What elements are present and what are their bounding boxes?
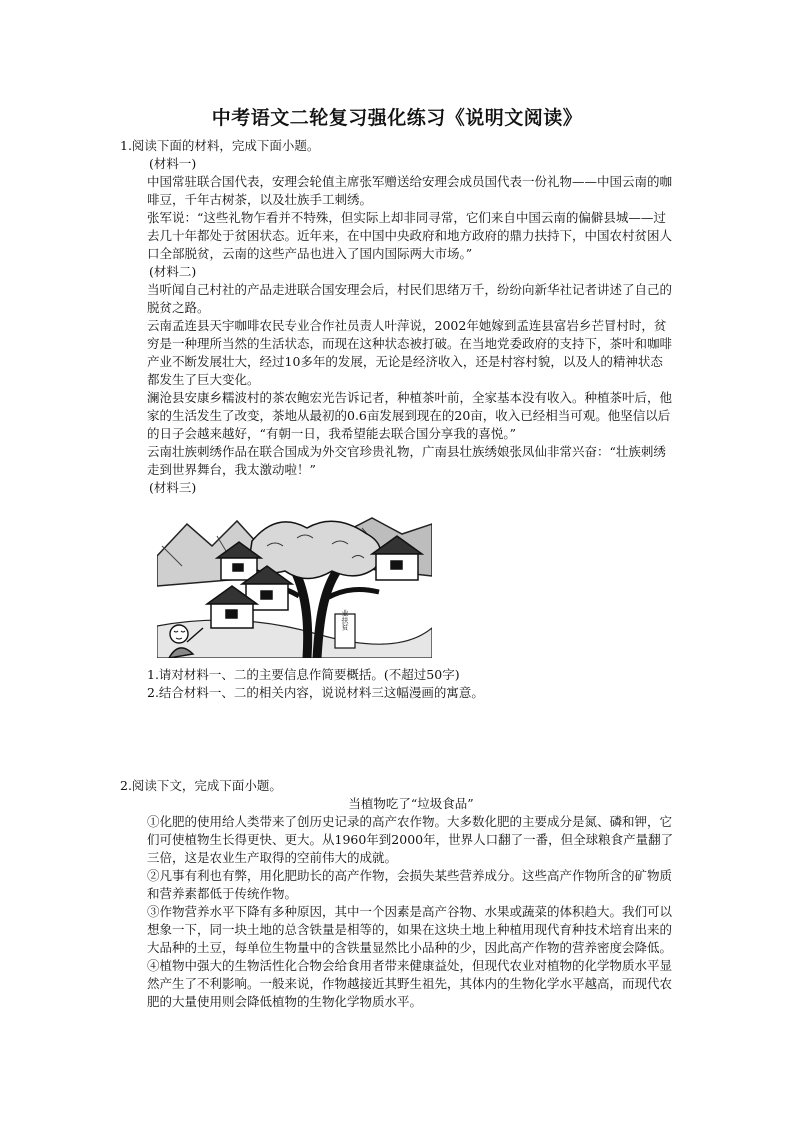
article-title: 当植物吃了“垃圾食品”	[348, 796, 474, 811]
subquestion-1: 1.请对材料一、二的主要信息作简要概括。(不超过50字)	[147, 667, 460, 682]
question-1-prompt: 1.阅读下面的材料，完成下面小题。	[120, 138, 320, 153]
material-1-paragraph-1: 中国常驻联合国代表，安理会轮值主席张军赠送给安理会成员国代表一份礼物——中国云南的咖啡豆，千年古树茶，以及壮族手工刺绣。	[147, 174, 673, 207]
subquestion-2: 2.结合材料一、二的相关内容，说说材料三这幅漫画的寓意。	[147, 685, 484, 700]
material-2-paragraph-2: 云南孟连县天宇咖啡农民专业合作社员责人叶萍说，2002年她嫁到孟连县富岩乡芒冒村时，贫穷是一种理所当然的生活状态，而现在这种状态被打破。在当地党委政府的支持下，茶叶和咖啡产业不断发展壮大，经过10多年的发展，无论是经济收入，还是村容村貌，以及人的精神状态都发生了巨大变化。	[147, 318, 673, 387]
article-paragraph-4: ④植物中强大的生物活性化合物会给食用者带来健康益处，但现代农业对植物的化学物质水平显然产生了不利影响。一般来说，作物越接近其野生祖先，其体内的生物化学水平越高，而现代农肥的大量使用则会降低植物的生物化学物质水平。	[147, 958, 673, 1009]
material-2-paragraph-1: 当听闻自己村社的产品走进联合国安理会后，村民们思绪万千，纷纷向新华社记者讲述了自己的脱贫之路。	[147, 282, 673, 315]
article-paragraph-2: ②凡事有利也有弊，用化肥助长的高产作物，会损失某些营养成分。这些高产作物所含的矿物质和营养素都低于传统作物。	[147, 868, 673, 901]
article-paragraph-3: ③作物营养水平下降有多种原因，其中一个因素是高产谷物、水果或蔬菜的体积趋大。我们可以想象一下，同一块土地的总含铁量是相等的，如果在这块土地上种植用现代育种技术培育出来的大品种的土豆，每单位生物量中的含铁量显然比小品种的少，因此高产作物的营养密度会降低。	[147, 904, 673, 955]
material-3-label: (材料三)	[149, 480, 197, 495]
poverty-relief-comic-image	[157, 516, 432, 658]
material-1-paragraph-2: 张军说：“这些礼物乍看并不特殊，但实际上却非同寻常，它们来自中国云南的偏僻县城——过去几十年都处于贫困状态。近年来，在中国中央政府和地方政府的鼎力扶持下，中国农村贫困人口全部脱贫，云南的这些产品也进入了国内国际两大市场。”	[147, 210, 673, 261]
comic-sign-text: 业扶贫	[341, 609, 349, 631]
material-1-label: (材料一)	[149, 156, 197, 171]
page-title: 中考语文二轮复习强化练习《说明文阅读》	[211, 107, 583, 129]
material-2-label: (材料二)	[149, 264, 197, 279]
question-1-subquestions	[147, 666, 675, 702]
material-2-paragraph-4: 云南壮族刺绣作品在联合国成为外交官珍贵礼物，广南县壮族绣娘张凤仙非常兴奋：“壮族刺绣走到世界舞台，我太激动啦！”	[147, 444, 666, 477]
article-paragraph-1: ①化肥的使用给人类带来了创历史记录的高产农作物。大多数化肥的主要成分是氮、磷和钾，它们可使植物生长得更快、更大。从1960年到2000年，世界人口翻了一番，但全球粮食产量翻了三倍，这是农业生产取得的空前伟大的成就。	[147, 814, 674, 865]
question-2-prompt: 2.阅读下文，完成下面小题。	[120, 778, 282, 793]
material-2-paragraph-3: 澜沧县安康乡糯波村的茶农鲍宏光告诉记者，种植茶叶前，全家基本没有收入。种植茶叶后，他家的生活发生了改变，茶地从最初的0.6亩发展到现在的20亩，收入已经相当可观。他坚信以后的日子会越来越好，“有朝一日，我希望能去联合国分享我的喜悦。”	[147, 390, 673, 441]
question-1-materials	[147, 155, 675, 497]
question-2-article	[147, 795, 675, 1011]
